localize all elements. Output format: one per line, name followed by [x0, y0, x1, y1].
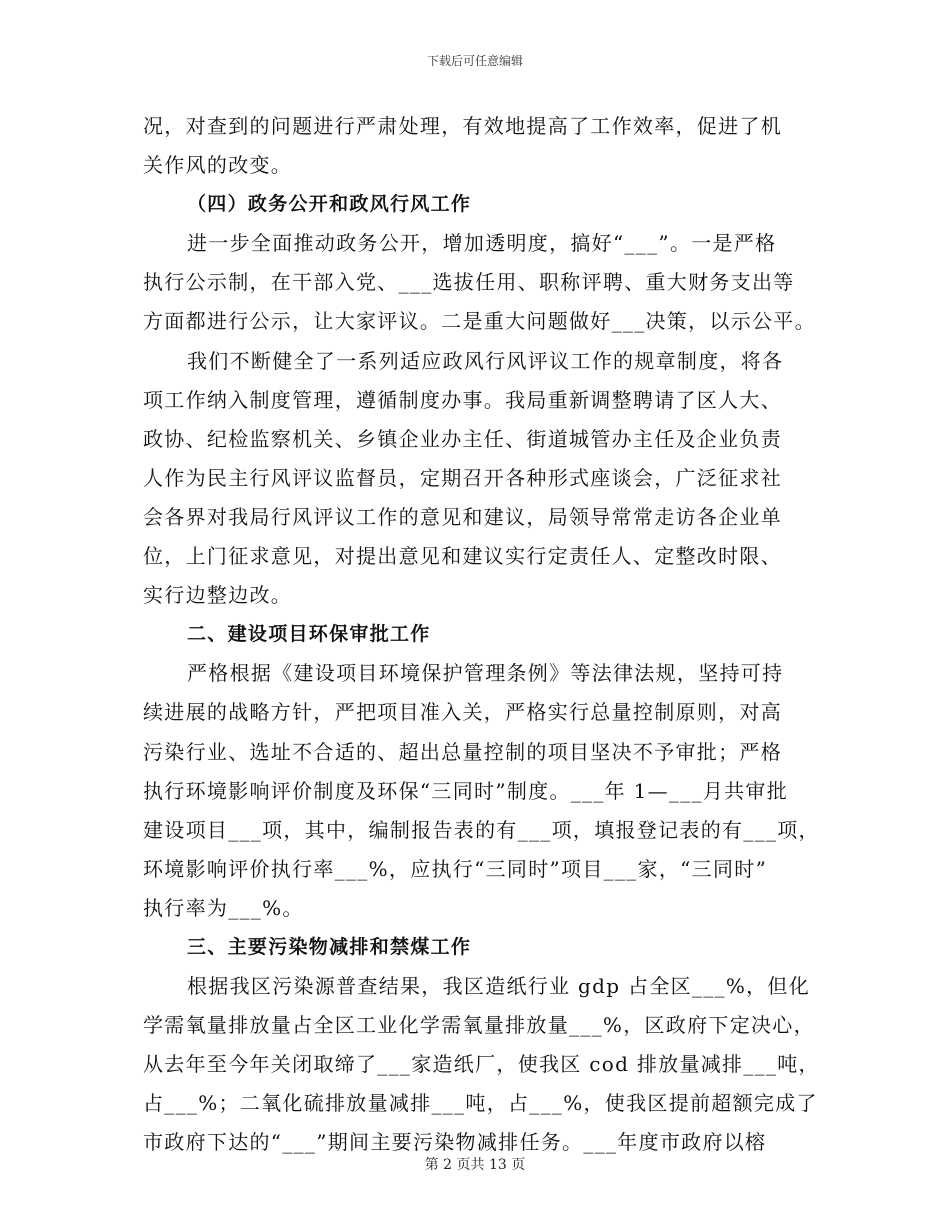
- body-line: 执行率为___%。: [143, 895, 304, 920]
- body-line: 况，对查到的问题进行严肃处理，有效地提高了工作效率，促进了机: [143, 114, 782, 138]
- body-line: 学需氧量排放量占全区工业化学需氧量排放量___%，区政府下定决心，: [143, 1013, 815, 1038]
- page-footer: 第 2 页共 13 页: [424, 1157, 526, 1173]
- paragraph-first-line: 严格根据《建设项目环境保护管理条例》等法律法规，坚持可持: [187, 661, 784, 686]
- paragraph-first-line: 我们不断健全了一系列适应政风行风评议工作的规章制度，将各: [187, 348, 784, 373]
- body-line: 位，上门征求意见，对提出意见和建议实行定责任人、定整改时限、: [143, 544, 782, 569]
- document-body: [143, 107, 823, 1163]
- body-line: 占___%；二氧化硫排放量减排___吨，占___%，使我区提前超额完成了: [143, 1091, 818, 1116]
- body-line: 执行公示制，在干部入党、___选拔任用、职称评聘、重大财务支出等: [143, 270, 795, 295]
- body-line: 实行边整边改。: [143, 583, 293, 608]
- body-line: 污染行业、选址不合适的、超出总量控制的项目坚决不予审批；严格: [143, 739, 782, 764]
- paragraph-first-line: 进一步全面推动政务公开，增加透明度，搞好“___”。一是严格: [187, 231, 777, 256]
- body-line: 市政府下达的“___”期间主要污染物减排任务。___年度市政府以榕: [143, 1130, 767, 1155]
- paragraph-first-line: 根据我区污染源普查结果，我区造纸行业 gdp 占全区___%，但化: [187, 974, 811, 999]
- body-line: 人作为民主行风评议监督员，定期召开各种形式座谈会，广泛征求社: [143, 465, 782, 490]
- body-line: 会各界对我局行风评议工作的意见和建议，局领导常常走访各企业单: [143, 504, 782, 529]
- section-heading: 二、建设项目环保审批工作: [187, 623, 431, 646]
- body-line: 环境影响评价执行率___%，应执行“三同时”项目___家，“三同时”: [143, 856, 768, 881]
- body-line: 关作风的改变。: [143, 153, 293, 178]
- body-line: 项工作纳入制度管理，遵循制度办事。我局重新调整聘请了区人大、: [143, 387, 782, 412]
- body-line: 政协、纪检监察机关、乡镇企业办主任、街道城管办主任及企业负责: [143, 426, 782, 451]
- body-line: 从去年至今年关闭取缔了___家造纸厂，使我区 cod 排放量减排___吨，: [143, 1052, 820, 1077]
- body-line: 建设项目___项，其中，编制报告表的有___项，填报登记表的有___项，: [143, 817, 820, 842]
- section-heading: 三、主要污染物减排和禁煤工作: [187, 935, 472, 958]
- body-line: 续进展的战略方针，严把项目准入关，严格实行总量控制原则，对高: [143, 700, 782, 725]
- body-line: 方面都进行公示，让大家评议。二是重大问题做好___决策，以示公平。: [143, 309, 816, 334]
- section-heading: （四）政务公开和政风行风工作: [187, 193, 472, 216]
- page-header: 下载后可任意编辑: [426, 54, 523, 68]
- body-line: 执行环境影响评价制度及环保“三同时”制度。___年 1—___月共审批: [143, 778, 789, 803]
